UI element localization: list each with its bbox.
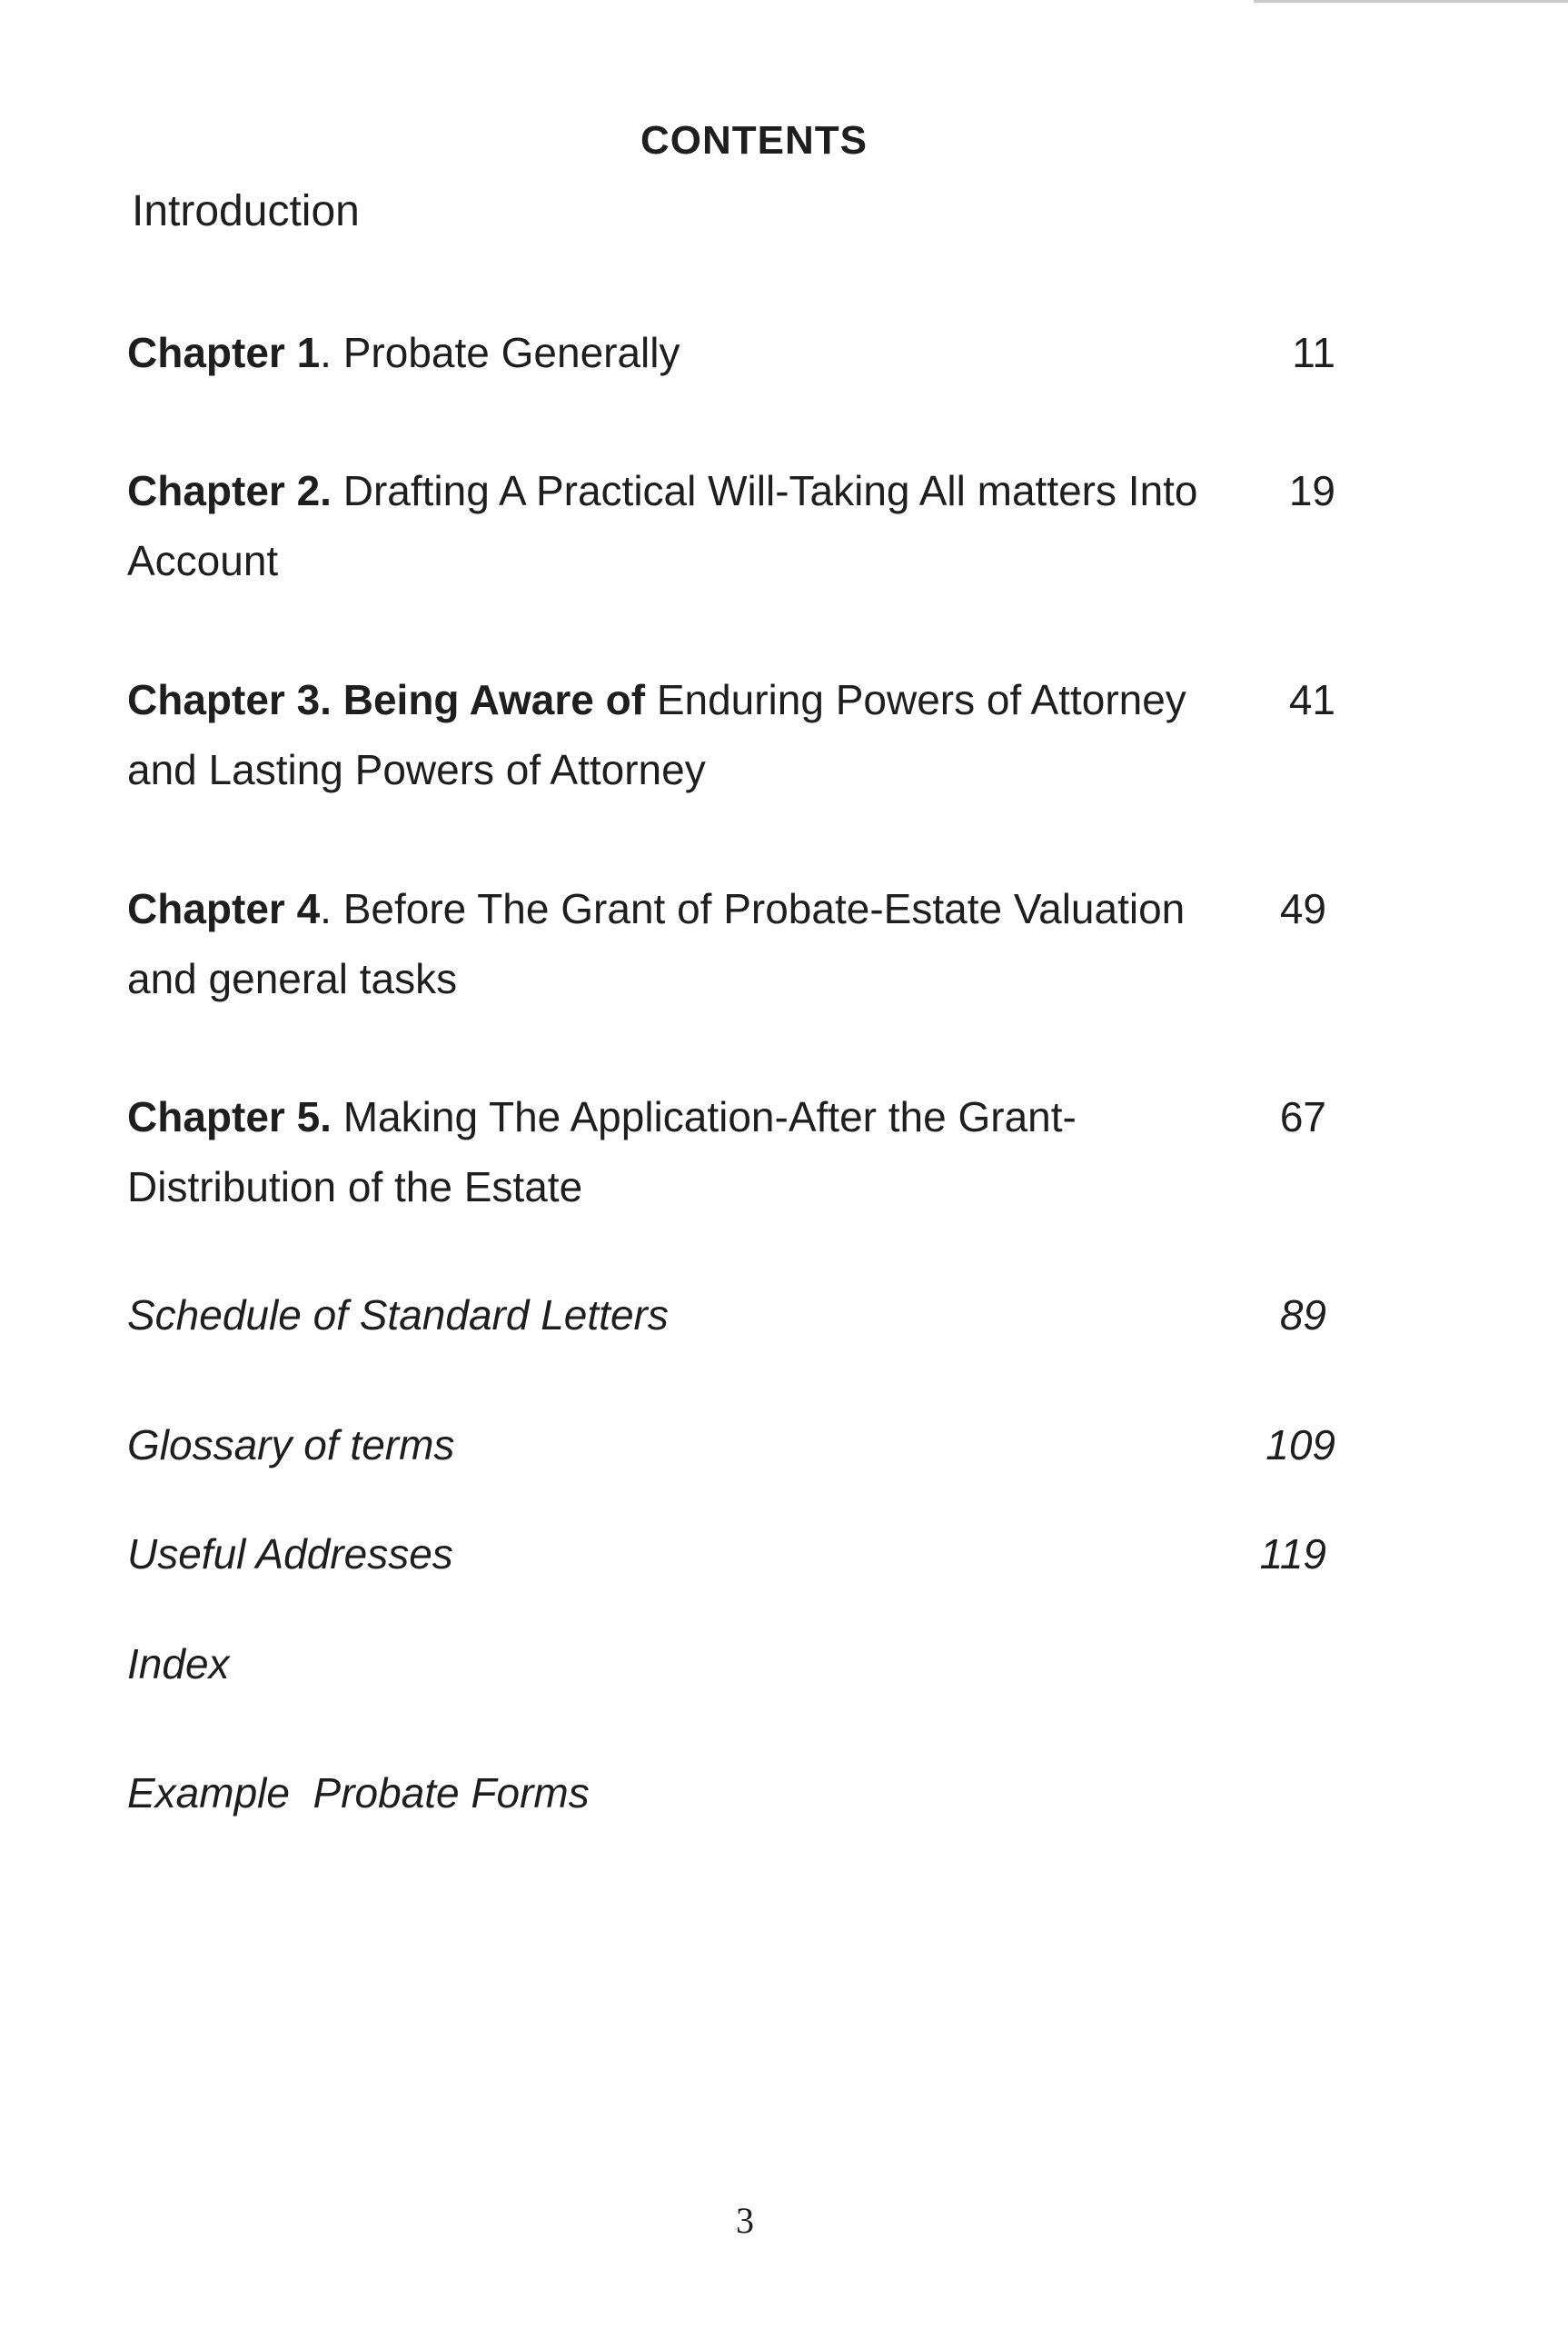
toc-introduction: Introduction [132,187,360,235]
chapter-label: Chapter 1 [127,329,321,376]
chapter-separator: . [320,329,343,376]
toc-entry-chapter-1 [127,318,1335,388]
chapter-separator: . [320,885,343,932]
chapter-title: Before The Grant of Probate-Estate Valuation and general tasks [127,885,1186,1002]
chapter-title: Enduring Powers of Attorney and Lasting Powers of Attorney [127,676,1186,793]
chapter-label: Chapter 5. [127,1093,332,1140]
chapter-title: Probate Generally [342,329,680,376]
scan-edge-line [1254,0,1568,3]
chapter-title-emphasis: Being Aware of [342,676,646,723]
toc-entry-chapter-4 [127,874,1335,1014]
toc-entry-title [127,1082,1217,1222]
toc-page-number: 19 [1288,467,1335,514]
toc-entry-useful-addresses [127,1519,1335,1589]
chapter-label: Chapter 4 [127,885,321,932]
toc-entry-title: Glossary of terms [127,1421,455,1468]
toc-page-number: 67 [1279,1093,1326,1140]
toc-entry-chapter-3 [127,665,1335,805]
toc-page-number: 41 [1288,676,1335,723]
toc-page-number: 49 [1279,885,1326,932]
contents-heading: CONTENTS [640,118,868,163]
toc-entry-example-forms [127,1758,1335,1828]
page-number: 3 [736,2200,754,2241]
chapter-title: Drafting A Practical Will-Taking All matters Into Account [127,467,1198,584]
chapter-label: Chapter 3. [127,676,332,723]
toc-entry-glossary [127,1410,1335,1480]
toc-entry-title: Useful Addresses [127,1530,453,1578]
toc-entry-title [127,318,1217,388]
toc-page-number: 89 [1279,1291,1326,1339]
toc-entry-title: Schedule of Standard Letters [127,1291,669,1339]
toc-page-number: 109 [1265,1421,1335,1468]
toc-entry-title [127,456,1217,596]
toc-entry-schedule-of-letters [127,1280,1335,1350]
toc-entry-chapter-5 [127,1082,1335,1222]
chapter-separator [332,467,343,514]
toc-entry-index [127,1629,1335,1699]
chapter-title: Making The Application-After the Grant-Distribution of the Estate [127,1093,1077,1210]
toc-entry-title [127,665,1217,805]
toc-page-number: 119 [1259,1530,1326,1578]
chapter-separator [332,676,343,723]
chapter-label: Chapter 2. [127,467,332,514]
toc-entry-chapter-2 [127,456,1335,596]
toc-entry-title: Example Probate Forms [127,1769,590,1816]
toc-entry-title: Index [127,1640,230,1687]
toc-page-number: 11 [1292,329,1335,376]
chapter-separator [332,1093,343,1140]
toc-entry-title [127,874,1217,1014]
